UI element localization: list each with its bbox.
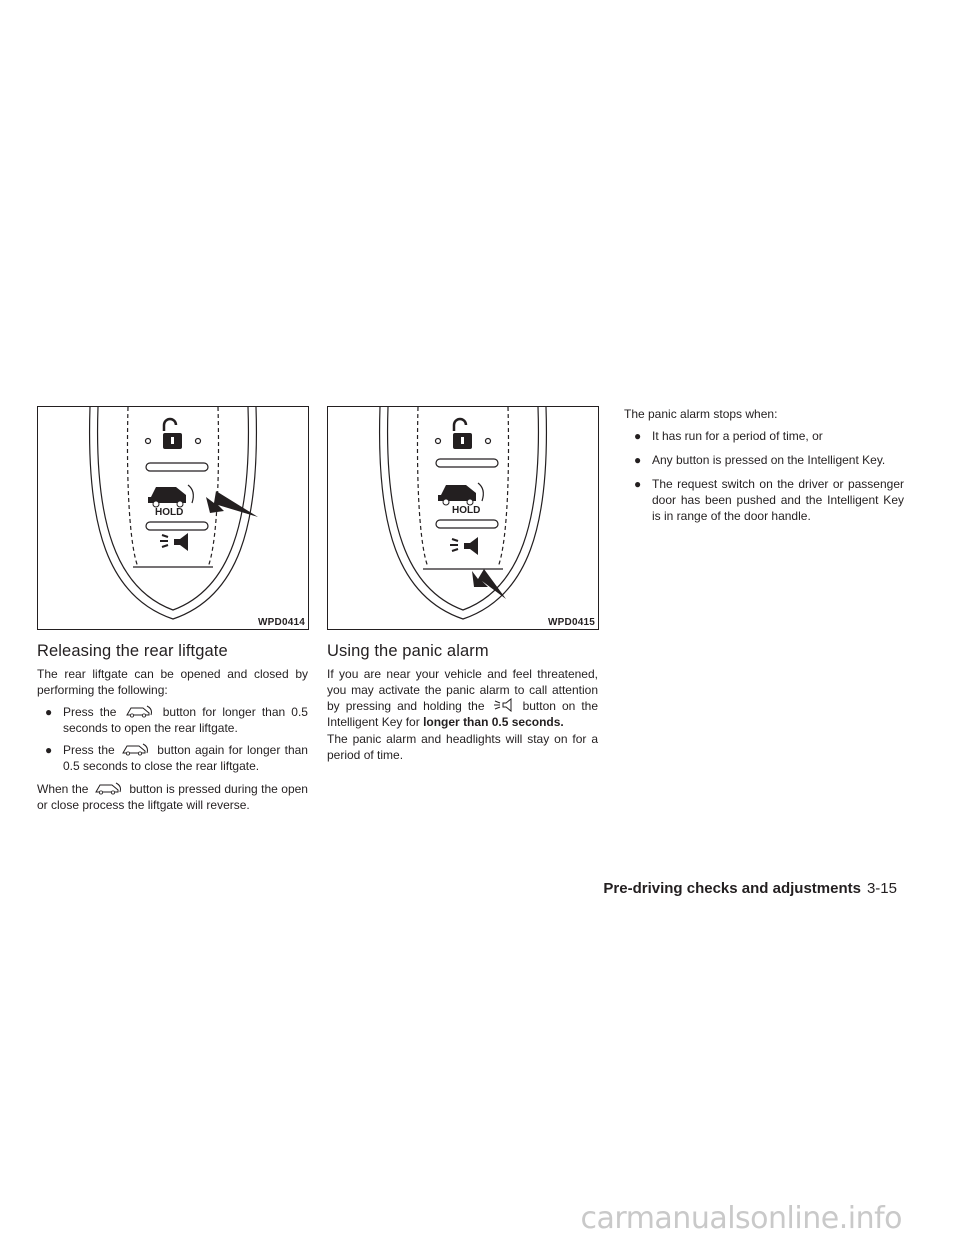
panic-alarm-icon (450, 537, 478, 555)
liftgate-icon (438, 483, 483, 505)
arrow-icon (206, 491, 258, 517)
bullet-icon: ● (634, 477, 642, 491)
section-title: Pre-driving checks and adjustments (603, 880, 861, 897)
liftgate-icon (125, 704, 155, 718)
figure-key-panic (327, 406, 599, 630)
panic-alarm-icon (493, 698, 515, 712)
bullet-icon: ● (45, 743, 53, 757)
heading-panic-alarm: Using the panic alarm (327, 642, 489, 660)
bullet-icon: ● (45, 705, 53, 719)
paragraph-liftgate-intro: The rear liftgate can be opened and closed by performing the following: (37, 667, 308, 697)
watermark: carmanualsonline.info (580, 1201, 902, 1236)
paragraph-panic-stops: The panic alarm stops when: (624, 407, 778, 421)
intelligent-key-illustration (38, 407, 308, 629)
intelligent-key-illustration (328, 407, 598, 629)
bullet-icon: ● (634, 429, 642, 443)
liftgate-icon (148, 485, 193, 507)
liftgate-icon (94, 781, 124, 795)
heading-releasing-liftgate: Releasing the rear liftgate (37, 642, 228, 660)
svg-text:HOLD: HOLD (155, 507, 184, 518)
figure-code: WPD0415 (548, 617, 595, 628)
paragraph-panic-activate: If you are near your vehicle and feel threatened, you may activate the panic alarm to call attention by pressing and holding the button on the Intelligent Key for longer than 0.5 seconds. (327, 667, 599, 729)
bullet-icon: ● (634, 453, 642, 467)
page-footer (603, 880, 897, 897)
paragraph-liftgate-reverse: When the button is pressed during the open or close process the liftgate will reverse. (37, 782, 308, 812)
unlock-icon (163, 419, 182, 449)
paragraph-panic-duration: The panic alarm and headlights will stay on for a period of time. (327, 732, 598, 762)
panic-alarm-icon (160, 533, 188, 551)
figure-code: WPD0414 (258, 617, 305, 628)
figure-key-liftgate (37, 406, 309, 630)
liftgate-icon (121, 742, 151, 756)
svg-text:HOLD: HOLD (452, 505, 481, 516)
unlock-icon (453, 419, 472, 449)
page-number: 3-15 (866, 880, 897, 897)
